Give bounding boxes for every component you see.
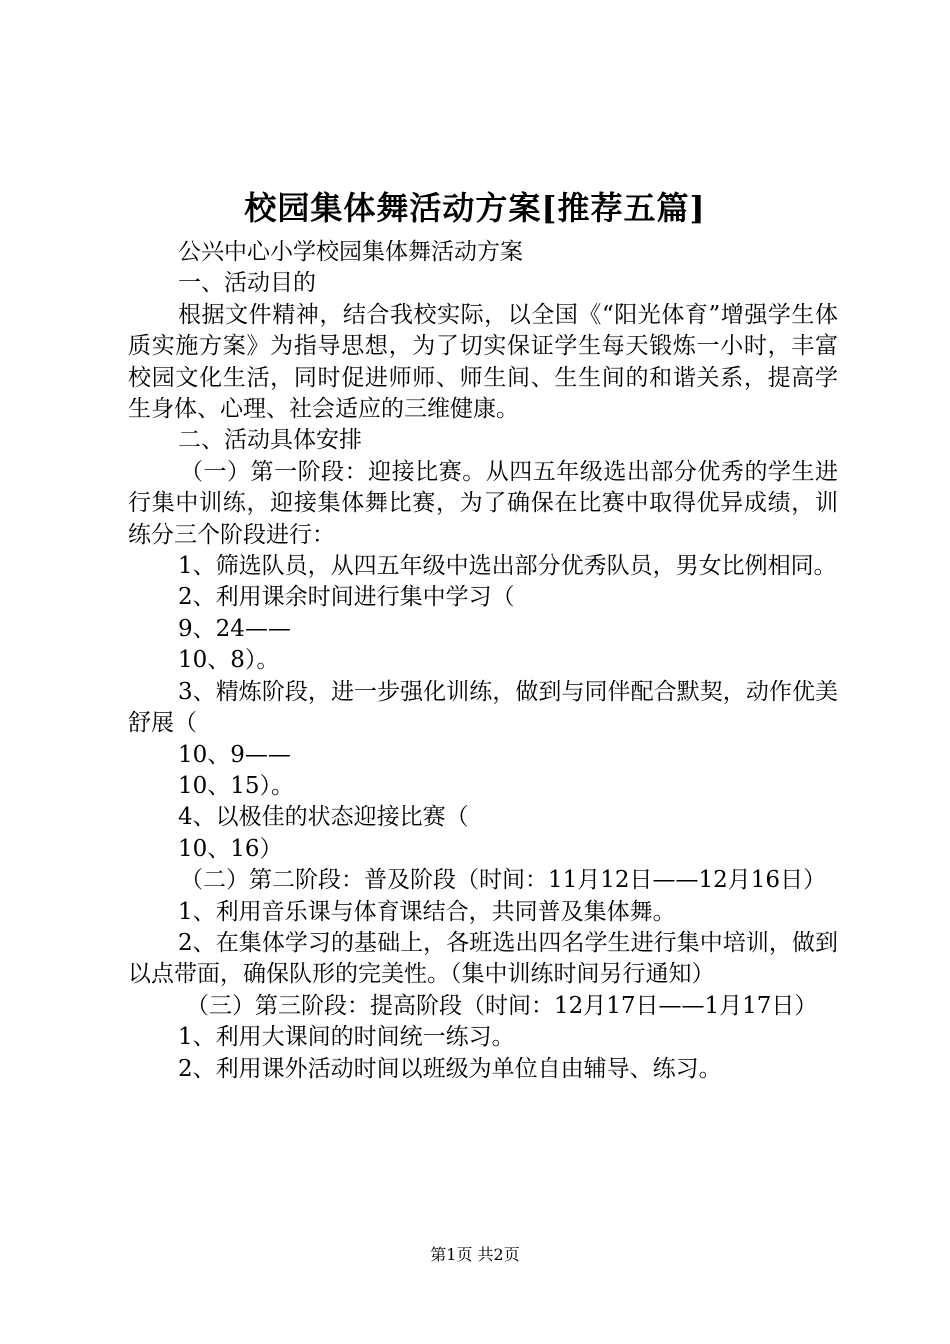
stage-one-item-4: 4、以极佳的状态迎接比赛（ [178, 804, 469, 831]
section-heading-purpose: 一、活动目的 [178, 270, 316, 297]
stage-two-item-2: 2、在集体学习的基础上，各班选出四名学生进行集中培训，做到以点带面，确保队形的完美性。（集中训练时间另行通知） [128, 929, 838, 988]
document-body [128, 237, 838, 1085]
stage-one-item-2: 2、利用课余时间进行集中学习（ [178, 584, 515, 611]
document-title: 校园集体舞活动方案[推荐五篇] [244, 189, 706, 227]
stage-one-item-3-date-end: 10、15）。 [178, 772, 295, 799]
stage-two-item-1: 1、利用音乐课与体育课结合，共同普及集体舞。 [178, 898, 676, 925]
stage-one-item-3: 3、精炼阶段，进一步强化训练，做到与同伴配合默契，动作优美舒展（ [128, 678, 838, 737]
stage-one-item-4-date: 10、16） [178, 835, 283, 862]
purpose-paragraph: 根据文件精神，结合我校实际，以全国《“阳光体育”增强学生体质实施方案》为指导思想，为了切实保证学生每天锻炼一小时，丰富校园文化生活，同时促进师师、师生间、生生间的和谐关系，提高学生身体、心理、社会适应的三维健康。 [128, 301, 838, 423]
subtitle-paragraph: 公兴中心小学校园集体舞活动方案 [178, 239, 523, 265]
stage-three-item-1: 1、利用大课间的时间统一练习。 [178, 1024, 515, 1051]
stage-two-paragraph: （二）第二阶段：普及阶段（时间：11月12日——12月16日） [180, 867, 827, 894]
stage-one-item-2-date-end: 10、8）。 [178, 647, 280, 674]
section-heading-arrangement: 二、活动具体安排 [178, 427, 362, 454]
page-number-footer: 第1页 共2页 [430, 1245, 520, 1264]
stage-one-item-1: 1、筛选队员，从四五年级中选出部分优秀队员，男女比例相同。 [178, 553, 837, 580]
stage-one-item-2-date-start: 9、24—— [178, 615, 291, 642]
stage-one-item-3-date-start: 10、9—— [178, 741, 291, 768]
stage-one-paragraph: （一）第一阶段：迎接比赛。从四五年级选出部分优秀的学生进行集中训练，迎接集体舞比赛，为了确保在比赛中取得优异成绩，训练分三个阶段进行： [128, 458, 838, 548]
stage-three-item-2: 2、利用课外活动时间以班级为单位自由辅导、练习。 [178, 1055, 722, 1082]
stage-three-paragraph: （三）第三阶段：提高阶段（时间：12月17日——1月17日） [186, 992, 818, 1019]
